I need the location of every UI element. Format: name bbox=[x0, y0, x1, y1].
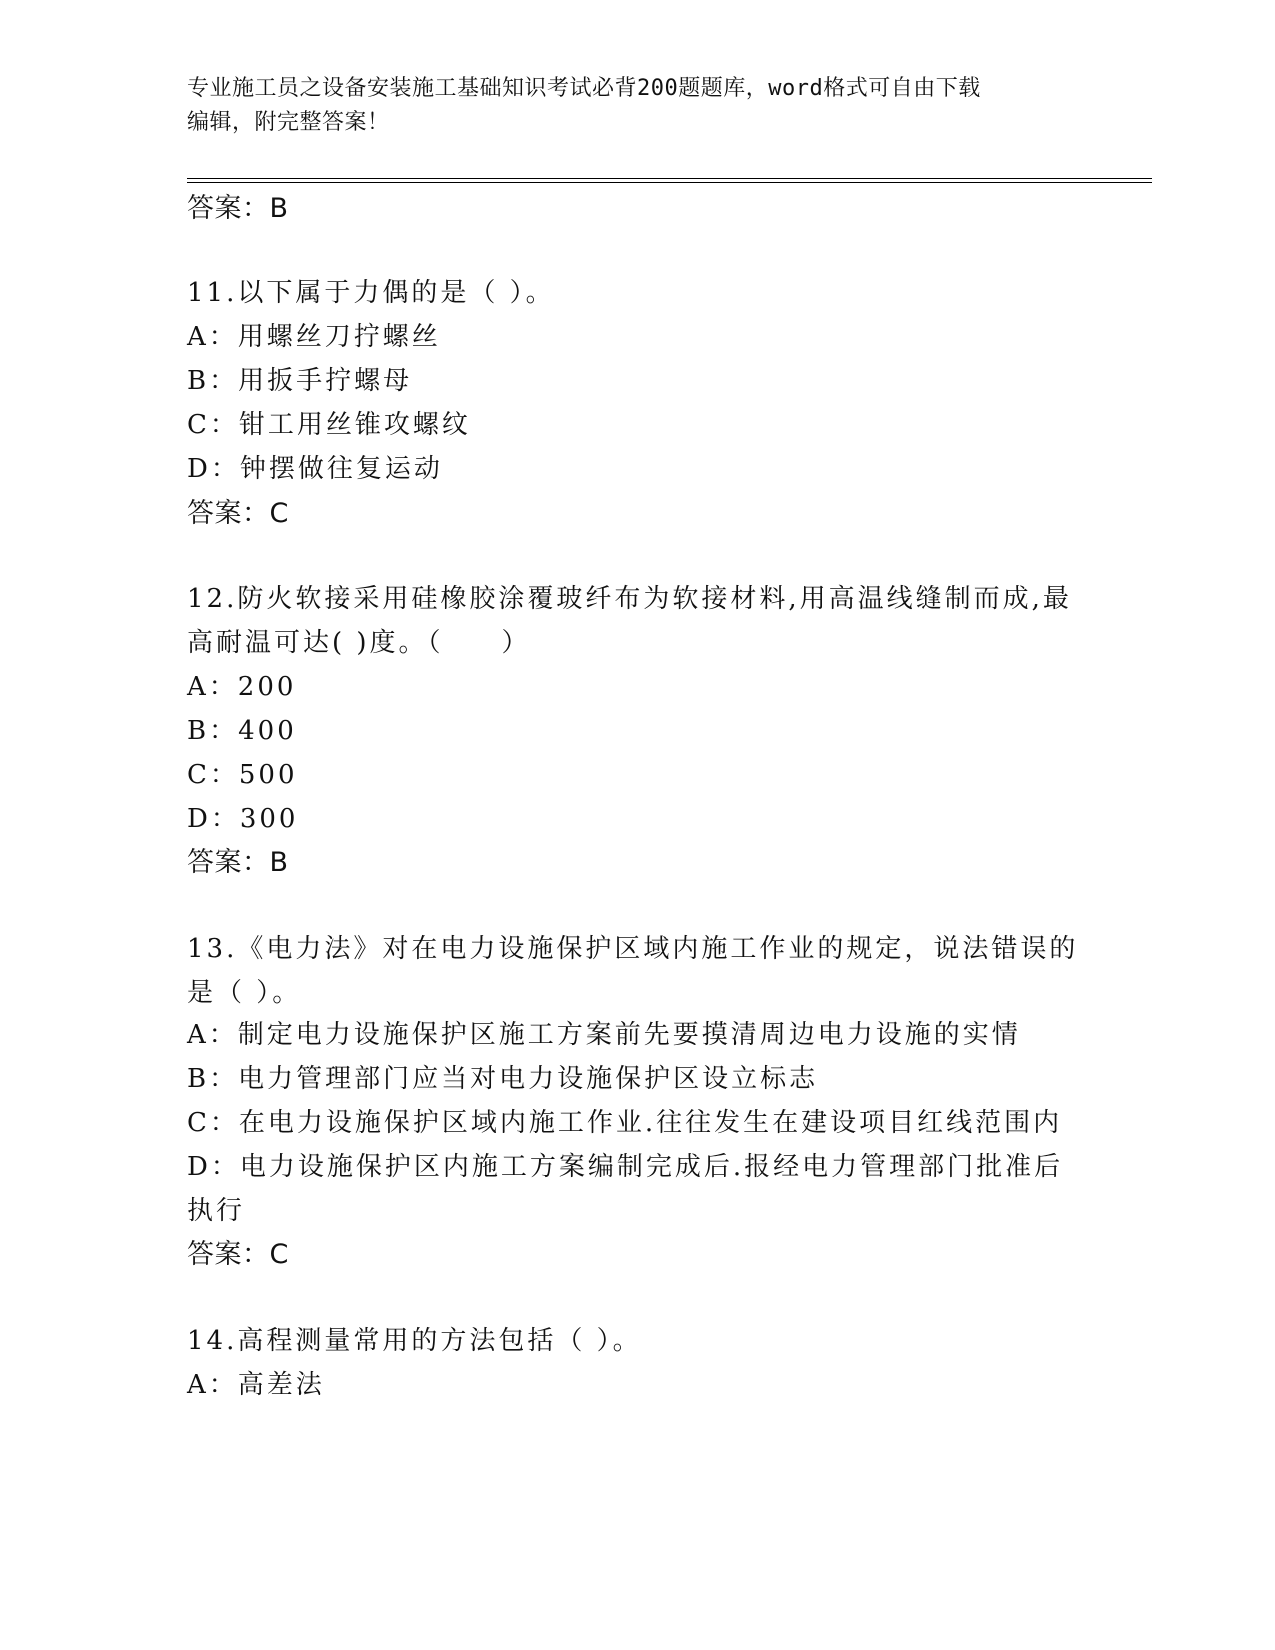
page-header bbox=[187, 72, 1067, 140]
option-d: D：电力设施保护区内施工方案编制完成后.报经电力管理部门批准后 bbox=[187, 1152, 1064, 1182]
option-a: A：高差法 bbox=[187, 1370, 325, 1400]
option-a: A：制定电力设施保护区施工方案前先要摸清周边电力设施的实情 bbox=[187, 1020, 1021, 1050]
option-c: C：钳工用丝锥攻螺纹 bbox=[187, 410, 471, 440]
question-text: 11.以下属于力偶的是（ ）。 bbox=[187, 278, 555, 308]
option-b: B：用扳手拧螺母 bbox=[187, 366, 413, 396]
option-a: A：用螺丝刀拧螺丝 bbox=[187, 322, 441, 352]
option-d: D：300 bbox=[187, 804, 299, 834]
header-line-2: 编辑，附完整答案！ bbox=[187, 110, 390, 135]
answer-line: 答案：B bbox=[187, 847, 289, 878]
question-text-continued: 高耐温可达( )度。（ ） bbox=[187, 628, 531, 658]
header-divider bbox=[187, 178, 1152, 179]
header-divider bbox=[187, 182, 1152, 183]
question-text-continued: 是（ ）。 bbox=[187, 978, 302, 1008]
option-a: A：200 bbox=[187, 672, 297, 702]
answer-line: 答案：C bbox=[187, 1239, 289, 1270]
option-c: C：在电力设施保护区域内施工作业.往往发生在建设项目红线范围内 bbox=[187, 1108, 1063, 1138]
answer-line: 答案：B bbox=[187, 193, 289, 224]
answer-line: 答案：C bbox=[187, 498, 289, 529]
question-text: 13.《电力法》对在电力设施保护区域内施工作业的规定，说法错误的 bbox=[187, 934, 1079, 964]
option-b: B：电力管理部门应当对电力设施保护区设立标志 bbox=[187, 1064, 819, 1094]
header-line-1: 专业施工员之设备安装施工基础知识考试必背200题题库，word格式可自由下载 bbox=[187, 76, 981, 101]
option-b: B：400 bbox=[187, 716, 297, 746]
option-c: C：500 bbox=[187, 760, 298, 790]
option-d: D：钟摆做往复运动 bbox=[187, 454, 443, 484]
option-d-continued: 执行 bbox=[187, 1196, 246, 1226]
question-text: 12.防火软接采用硅橡胶涂覆玻纤布为软接材料,用高温线缝制而成,最 bbox=[187, 584, 1072, 614]
question-text: 14.高程测量常用的方法包括（ ）。 bbox=[187, 1326, 642, 1356]
